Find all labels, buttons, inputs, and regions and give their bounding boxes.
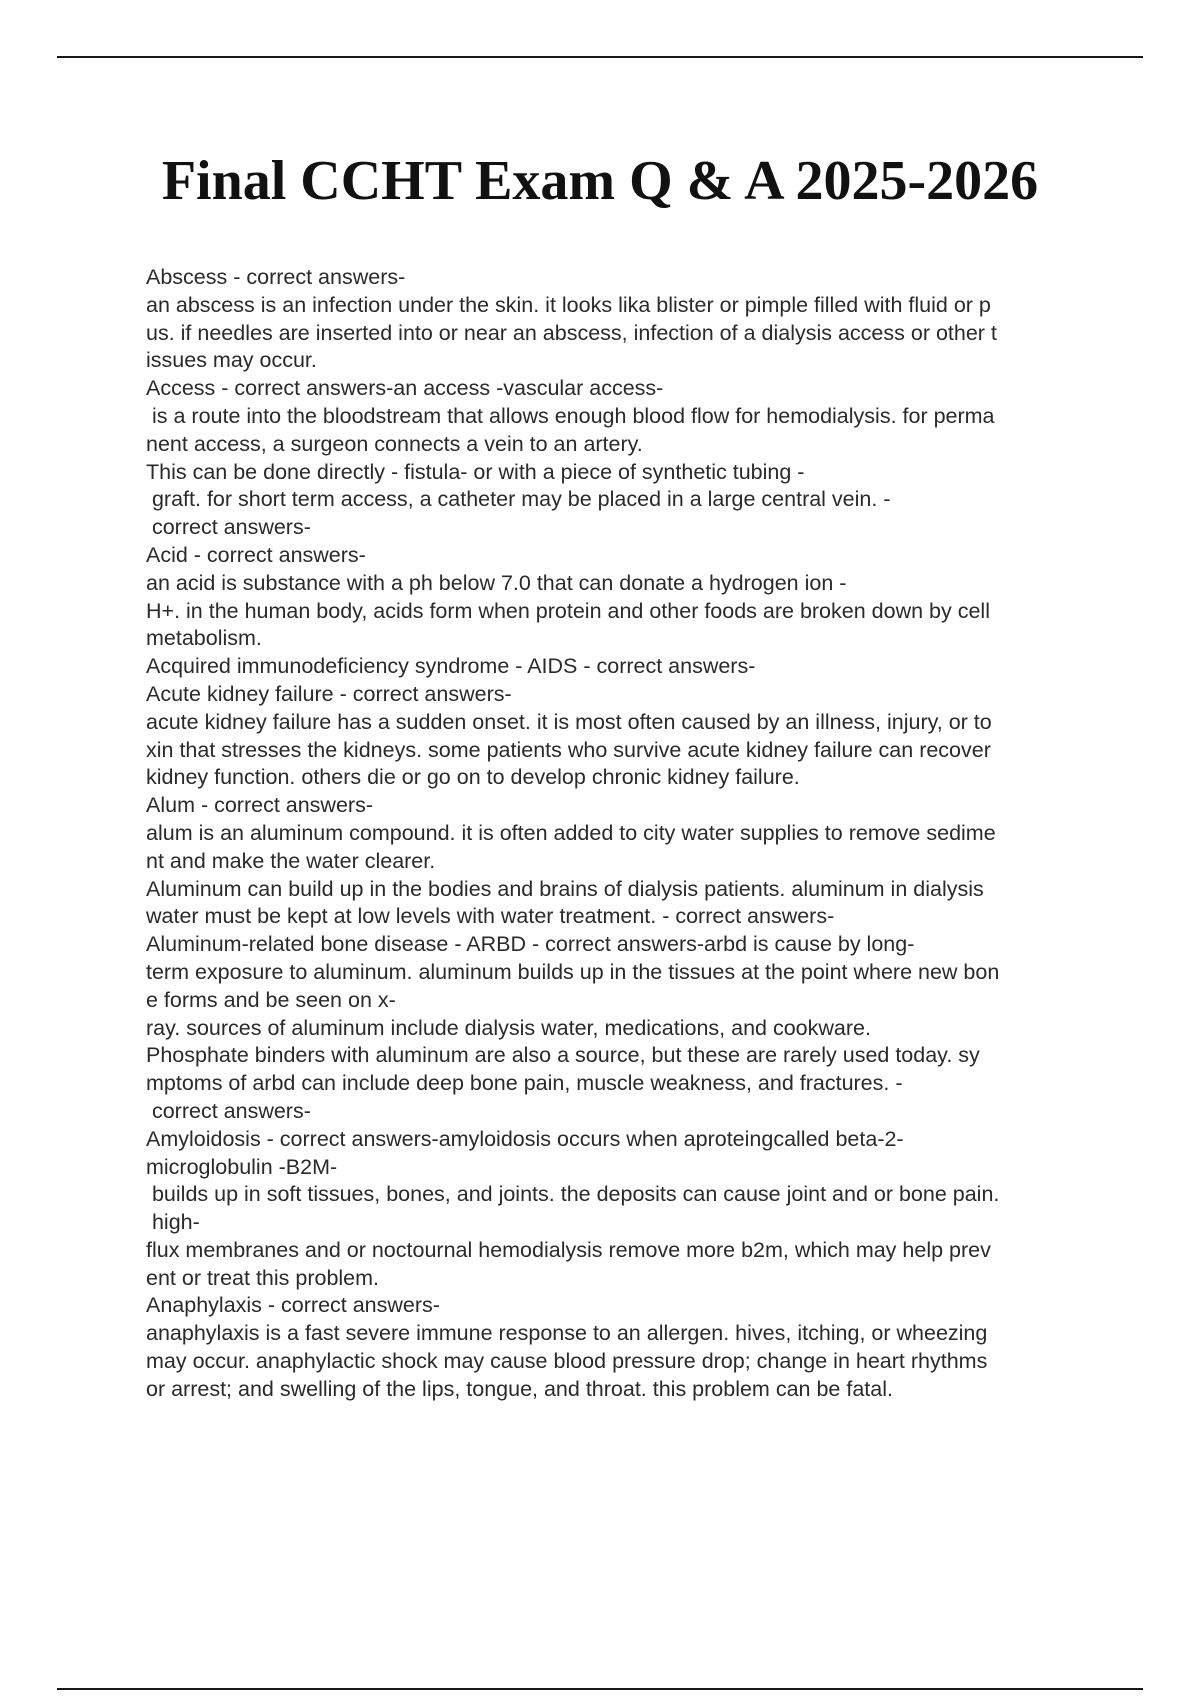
text-line: Phosphate binders with aluminum are also a source, but these are rarely used today. sy xyxy=(146,1043,980,1068)
text-line: us. if needles are inserted into or near an abscess, infection of a dialysis access or other t xyxy=(146,320,997,345)
text-line: Access - correct answers-an access -vascular access- xyxy=(146,376,664,401)
text-line: an acid is substance with a ph below 7.0 that can donate a hydrogen ion - xyxy=(146,570,847,595)
text-line: nt and make the water clearer. xyxy=(146,848,436,873)
text-line: correct answers- xyxy=(146,515,311,540)
text-line: metabolism. xyxy=(146,626,262,651)
text-line: anaphylaxis is a fast severe immune response to an allergen. hives, itching, or wheezing xyxy=(146,1321,988,1346)
text-line: mptoms of arbd can include deep bone pain, muscle weakness, and fractures. - xyxy=(146,1071,903,1096)
text-line: Anaphylaxis - correct answers- xyxy=(146,1293,440,1318)
page-title: Final CCHT Exam Q & A 2025-2026 xyxy=(161,150,1039,212)
text-line: is a route into the bloodstream that allows enough blood flow for hemodialysis. for perma xyxy=(146,403,995,428)
text-line: Aluminum can build up in the bodies and brains of dialysis patients. aluminum in dialysis xyxy=(146,876,984,901)
text-line: or arrest; and swelling of the lips, tongue, and throat. this problem can be fatal. xyxy=(146,1376,893,1401)
text-line: Acid - correct answers- xyxy=(146,542,366,567)
text-line: ent or treat this problem. xyxy=(146,1265,380,1290)
text-line: high- xyxy=(146,1210,200,1235)
text-line: correct answers- xyxy=(146,1098,311,1123)
text-line: This can be done directly - fistula- or with a piece of synthetic tubing - xyxy=(146,459,805,484)
bottom-divider xyxy=(57,1688,1143,1690)
text-line: Abscess - correct answers- xyxy=(146,265,406,289)
text-line: e forms and be seen on x- xyxy=(146,987,396,1012)
text-line: may occur. anaphylactic shock may cause blood pressure drop; change in heart rhythms xyxy=(146,1349,988,1374)
text-line: flux membranes and or noctournal hemodialysis remove more b2m, which may help prev xyxy=(146,1237,991,1262)
document-body xyxy=(146,264,1096,1404)
top-divider xyxy=(57,56,1143,58)
text-line: issues may occur. xyxy=(146,348,317,373)
text-line: an abscess is an infection under the skin. it looks lika blister or pimple filled with fluid or p xyxy=(146,292,991,317)
text-line: water must be kept at low levels with water treatment. - correct answers- xyxy=(146,904,835,929)
text-line: alum is an aluminum compound. it is often added to city water supplies to remove sedime xyxy=(146,820,996,845)
text-line: Acquired immunodeficiency syndrome - AIDS - correct answers- xyxy=(146,654,756,679)
text-line: graft. for short term access, a catheter may be placed in a large central vein. - xyxy=(146,487,891,512)
text-line: builds up in soft tissues, bones, and joints. the deposits can cause joint and or bone pain. xyxy=(146,1182,1000,1207)
text-line: Acute kidney failure - correct answers- xyxy=(146,681,512,706)
text-line: Alum - correct answers- xyxy=(146,793,373,818)
text-line: xin that stresses the kidneys. some patients who survive acute kidney failure can recover xyxy=(146,737,991,762)
text-line: nent access, a surgeon connects a vein to an artery. xyxy=(146,431,643,456)
text-line: H+. in the human body, acids form when protein and other foods are broken down by cell xyxy=(146,598,990,623)
text-line: microglobulin -B2M- xyxy=(146,1154,338,1179)
text-line: Aluminum-related bone disease - ARBD - correct answers-arbd is cause by long- xyxy=(146,932,915,957)
text-line: acute kidney failure has a sudden onset. it is most often caused by an illness, injury, or to xyxy=(146,709,992,734)
text-line: ray. sources of aluminum include dialysis water, medications, and cookware. xyxy=(146,1015,871,1040)
text-line: Amyloidosis - correct answers-amyloidosis occurs when aproteingcalled beta-2- xyxy=(146,1126,904,1151)
text-line: kidney function. others die or go on to develop chronic kidney failure. xyxy=(146,765,800,790)
text-line: term exposure to aluminum. aluminum builds up in the tissues at the point where new bon xyxy=(146,959,1000,984)
